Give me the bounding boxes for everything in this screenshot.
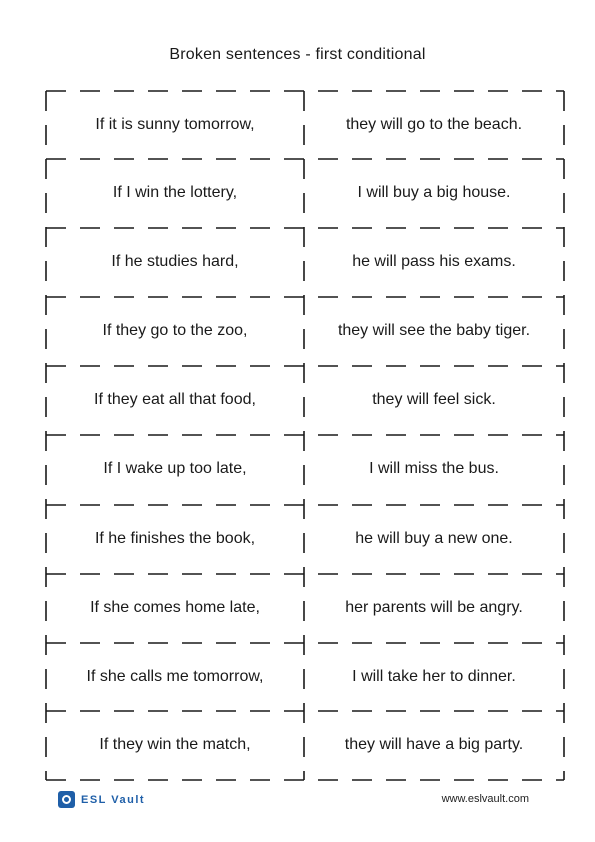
sentence-row: [46, 228, 564, 296]
sentence-row: [46, 574, 564, 642]
sentence-row: [46, 505, 564, 573]
sentence-first-half: If she calls me tomorrow,: [86, 668, 264, 685]
sentence-row: [46, 435, 564, 503]
esl-vault-logo: [58, 791, 145, 808]
sentence-second-half: they will go to the beach.: [345, 116, 523, 133]
sentence-first-half: If they win the match,: [99, 736, 251, 753]
sentence-row: [46, 643, 564, 711]
sentence-row: [46, 366, 564, 434]
worksheet-title: Broken sentences - first conditional: [169, 46, 426, 63]
sentence-first-half: If she comes home late,: [90, 599, 260, 616]
sentence-first-half: If they go to the zoo,: [102, 322, 248, 339]
vault-icon: [58, 791, 75, 808]
sentence-first-half: If they eat all that food,: [94, 391, 256, 408]
sentence-second-half: her parents will be angry.: [345, 599, 523, 616]
sentence-first-half: If he finishes the book,: [94, 530, 256, 547]
footer-url: www.eslvault.com: [441, 793, 529, 805]
sentence-second-half: I will miss the bus.: [369, 460, 499, 477]
sentence-row: [46, 159, 564, 227]
sentence-second-half: they will feel sick.: [372, 391, 496, 408]
sentence-row: [46, 711, 564, 779]
sentence-row: [46, 91, 564, 159]
sentence-first-half: If I win the lottery,: [112, 184, 238, 201]
sentence-first-half: If it is sunny tomorrow,: [95, 116, 255, 133]
sentence-first-half: If he studies hard,: [111, 253, 239, 270]
sentence-second-half: I will take her to dinner.: [352, 668, 516, 685]
sentence-first-half: If I wake up too late,: [103, 460, 247, 477]
logo-text: ESL Vault: [81, 793, 146, 806]
sentence-second-half: he will pass his exams.: [352, 253, 516, 270]
sentence-second-half: they will see the baby tiger.: [337, 322, 531, 339]
sentence-second-half: I will buy a big house.: [357, 184, 511, 201]
sentence-row: [46, 297, 564, 365]
sentence-second-half: he will buy a new one.: [355, 530, 513, 547]
sentence-second-half: they will have a big party.: [344, 736, 524, 753]
